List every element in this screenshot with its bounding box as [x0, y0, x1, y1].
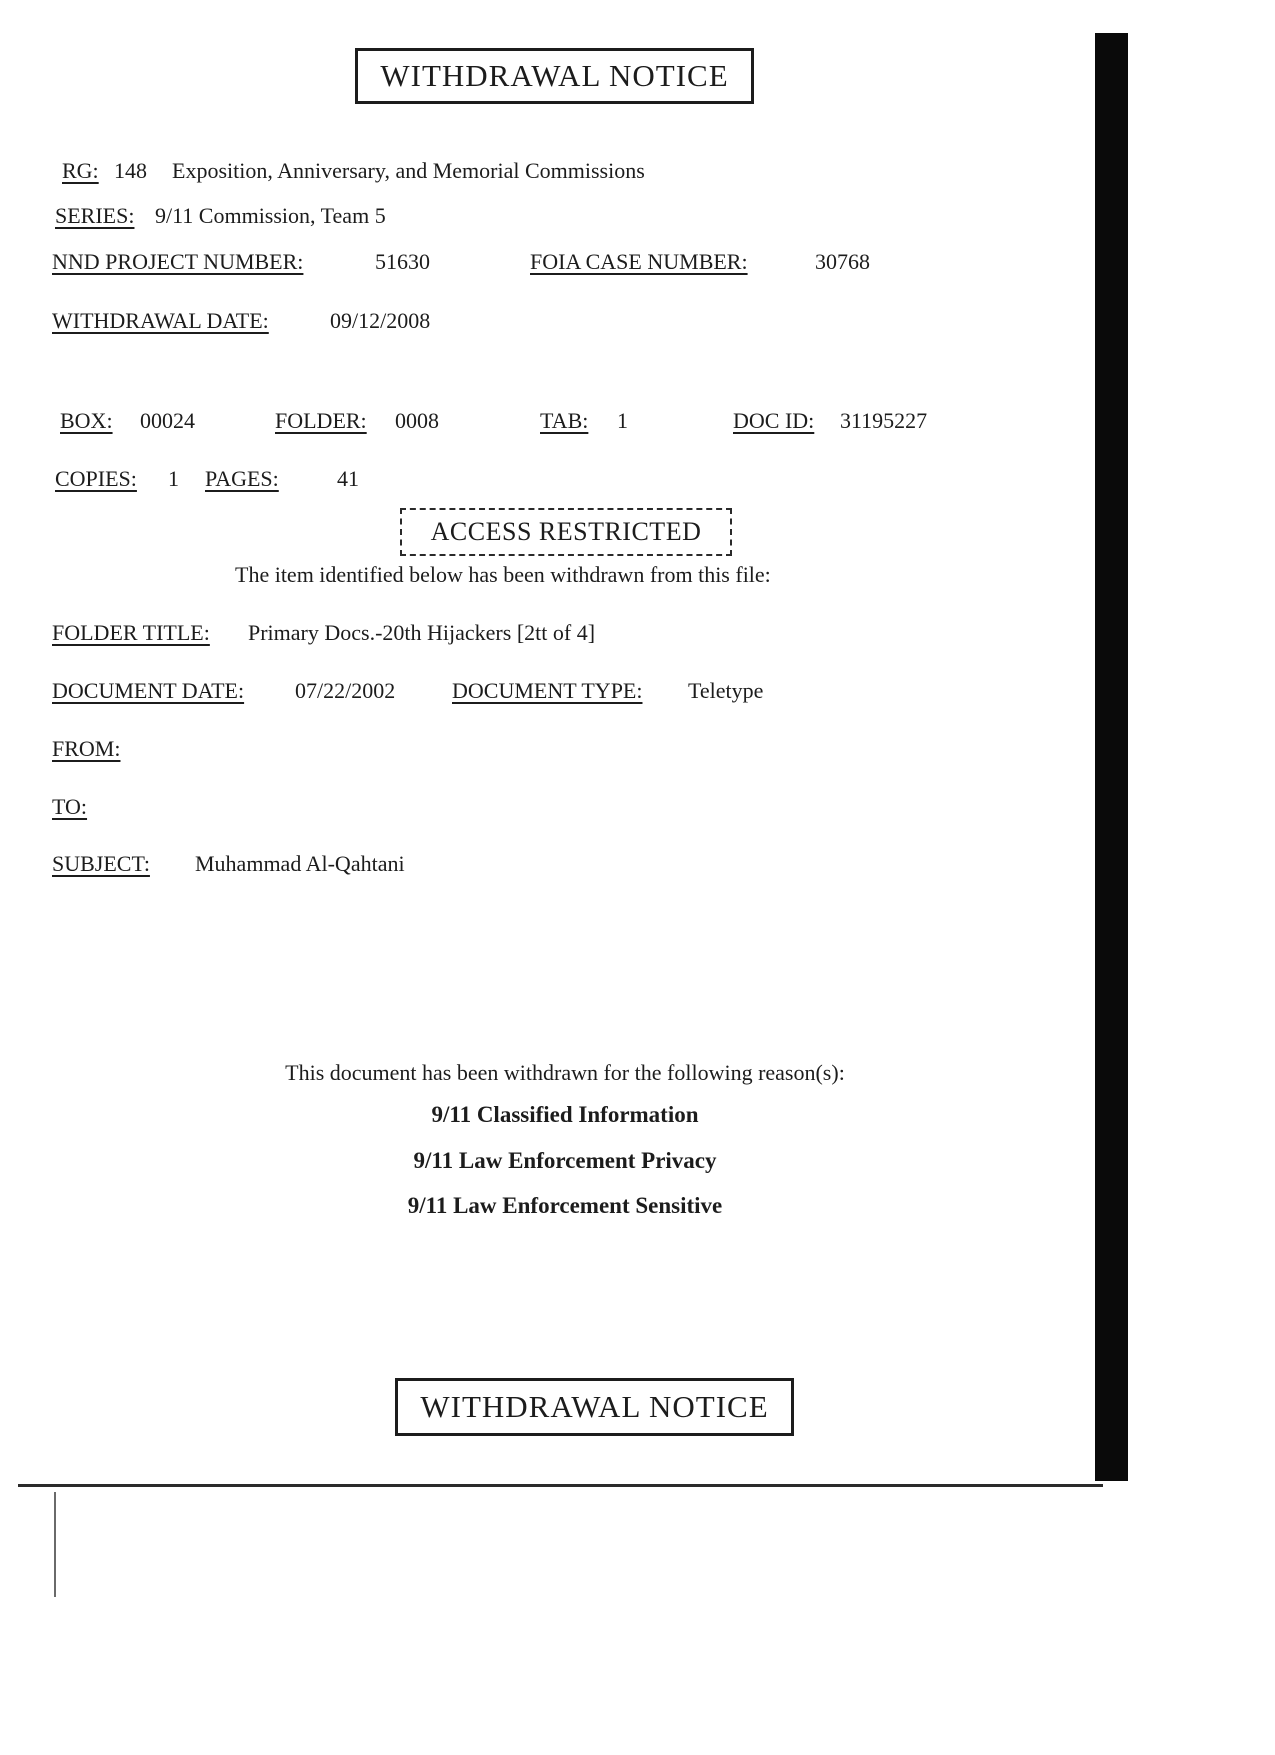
withdrawal-notice-header-text: WITHDRAWAL NOTICE — [380, 58, 729, 93]
withdrawal-notice-header-box — [355, 48, 754, 104]
copies-value: 1 — [168, 466, 179, 491]
document-type-label: DOCUMENT TYPE: — [452, 678, 643, 703]
scan-artifact-left-line — [54, 1492, 56, 1597]
from-label: FROM: — [52, 736, 121, 761]
rg-label: RG: — [62, 158, 99, 183]
rg-number: 148 — [114, 158, 147, 183]
access-restricted-stamp — [400, 508, 732, 556]
reason-law-enforcement-sensitive: 9/11 Law Enforcement Sensitive — [407, 1193, 723, 1218]
nnd-project-number-value: 51630 — [375, 249, 430, 274]
series-value: 9/11 Commission, Team 5 — [155, 203, 386, 228]
scan-artifact-right-bar — [1095, 33, 1128, 1481]
reason-classified-information: 9/11 Classified Information — [431, 1102, 699, 1127]
doc-id-label: DOC ID: — [733, 408, 815, 433]
box-label: BOX: — [60, 408, 113, 433]
nnd-project-number-label: NND PROJECT NUMBER: — [52, 249, 304, 274]
subject-label: SUBJECT: — [52, 851, 150, 876]
foia-case-number-value: 30768 — [815, 249, 870, 274]
tab-label: TAB: — [540, 408, 589, 433]
reasons-intro: This document has been withdrawn for the following reason(s): — [285, 1060, 845, 1085]
document-type-value: Teletype — [688, 678, 764, 703]
scan-artifact-bottom-line — [18, 1484, 1103, 1487]
document-date-value: 07/22/2002 — [295, 678, 396, 703]
withdrawal-notice-footer-text: WITHDRAWAL NOTICE — [420, 1389, 769, 1424]
folder-label: FOLDER: — [275, 408, 367, 433]
box-value: 00024 — [140, 408, 195, 433]
copies-label: COPIES: — [55, 466, 137, 491]
to-label: TO: — [52, 794, 88, 819]
subject-value: Muhammad Al-Qahtani — [195, 851, 405, 876]
rg-description: Exposition, Anniversary, and Memorial Commissions — [172, 158, 645, 183]
folder-title-label: FOLDER TITLE: — [52, 620, 210, 645]
foia-case-number-label: FOIA CASE NUMBER: — [530, 249, 748, 274]
withdrawal-date-value: 09/12/2008 — [330, 308, 431, 333]
doc-id-value: 31195227 — [840, 408, 928, 433]
pages-value: 41 — [337, 466, 359, 491]
reason-law-enforcement-privacy: 9/11 Law Enforcement Privacy — [413, 1148, 717, 1173]
folder-title-value: Primary Docs.-20th Hijackers [2tt of 4] — [248, 620, 596, 645]
document-date-label: DOCUMENT DATE: — [52, 678, 245, 703]
withdrawn-notice-text: The item identified below has been withdrawn from this file: — [235, 562, 771, 587]
withdrawal-notice-footer-box — [395, 1378, 794, 1436]
series-label: SERIES: — [55, 203, 135, 228]
folder-value: 0008 — [395, 408, 439, 433]
access-restricted-text: ACCESS RESTRICTED — [430, 517, 702, 546]
pages-label: PAGES: — [205, 466, 279, 491]
withdrawal-date-label: WITHDRAWAL DATE: — [52, 308, 269, 333]
tab-value: 1 — [617, 408, 628, 433]
